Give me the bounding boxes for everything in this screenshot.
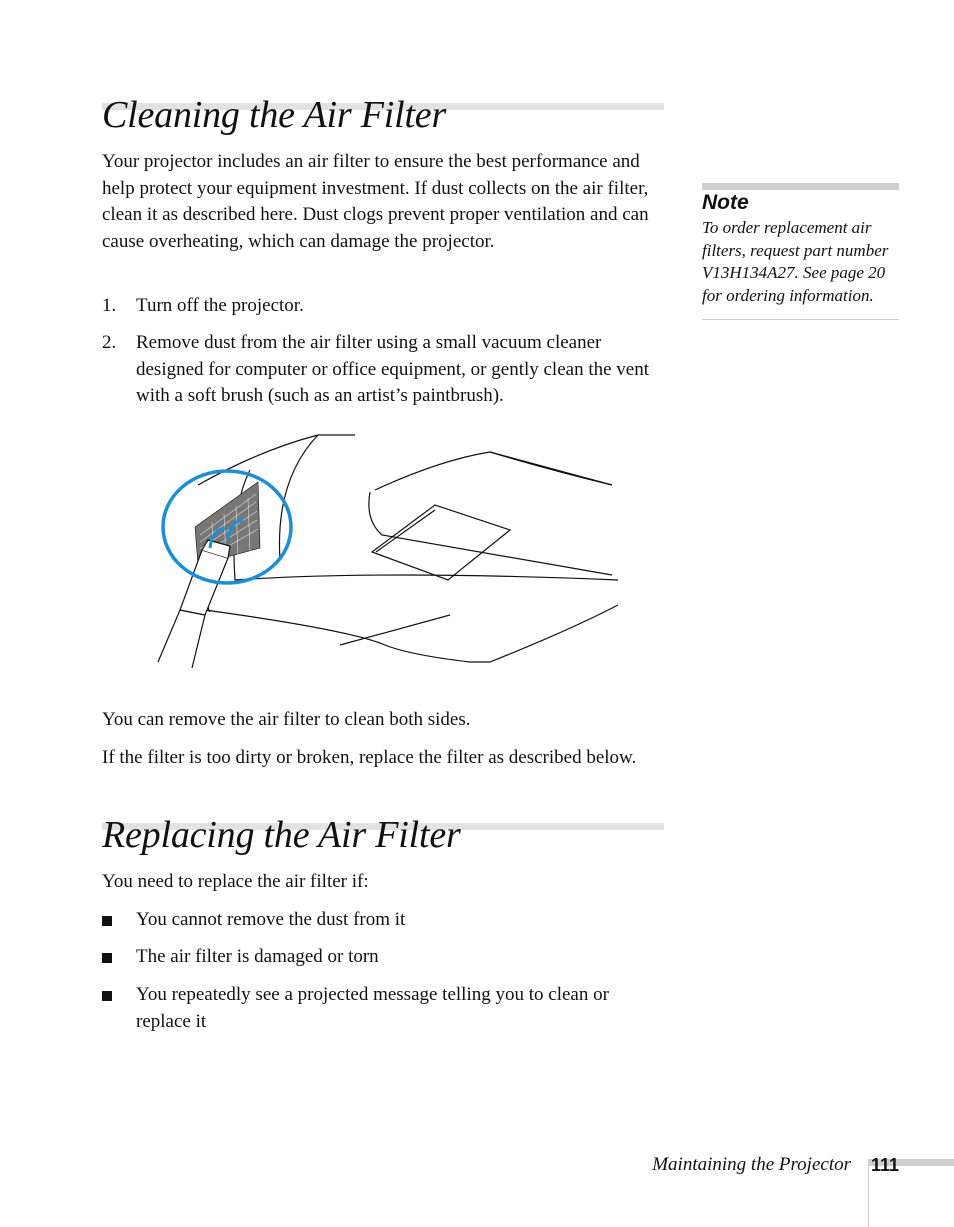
note-divider <box>702 319 899 320</box>
page-number: 111 <box>871 1155 900 1175</box>
section-heading-replacing: Replacing the Air Filter <box>102 814 461 856</box>
recess-inner <box>376 510 435 552</box>
remove-filter-paragraph: You can remove the air filter to clean both sides. <box>102 709 471 730</box>
vacuum-nozzle <box>158 540 230 668</box>
lower-body <box>205 605 618 662</box>
bullet-square-icon <box>102 953 112 963</box>
lower-line <box>340 615 450 645</box>
step-text: Remove dust from the air filter using a small vacuum cleaner designed for computer or office equipment, or gently clean the vent with a soft brush (such as an artist’s paintbrush). <box>136 332 649 406</box>
lid-crease <box>490 452 612 485</box>
bullet-text: You repeatedly see a projected message telling you to clean or replace it <box>136 984 609 1032</box>
note-bar <box>702 183 899 190</box>
step-text: Turn off the projector. <box>136 295 304 316</box>
bullet-text: The air filter is damaged or torn <box>136 946 379 967</box>
bullet-square-icon <box>102 916 112 926</box>
note-text: To order replacement air filters, request part number V13H134A27. See page 20 for ordering information. <box>702 218 889 305</box>
recess-panel <box>372 505 510 580</box>
projector-top-outline <box>198 435 355 485</box>
intro-paragraph: Your projector includes an air filter to ensure the best performance and help protect your equipment investment. If dust collects on the air filter, clean it as described here. Dust clogs prevent proper ventilation and can cause overheating, which can damage the projector. <box>102 151 649 252</box>
lid-outline <box>375 452 612 490</box>
note-title: Note <box>702 191 749 214</box>
footer-divider <box>868 1166 869 1227</box>
projector-cleaning-illustration <box>150 430 620 670</box>
lid-front <box>369 492 612 575</box>
bullet-text: You cannot remove the dust from it <box>136 909 406 930</box>
projector-edge <box>279 435 318 560</box>
footer-section-label: Maintaining the Projector <box>652 1154 851 1175</box>
step-number: 2. <box>102 332 117 353</box>
replace-filter-paragraph: If the filter is too dirty or broken, replace the filter as described below. <box>102 747 637 768</box>
bullet-square-icon <box>102 991 112 1001</box>
replace-intro: You need to replace the air filter if: <box>102 871 369 892</box>
step-number: 1. <box>102 295 117 316</box>
section-heading-cleaning: Cleaning the Air Filter <box>102 94 447 136</box>
